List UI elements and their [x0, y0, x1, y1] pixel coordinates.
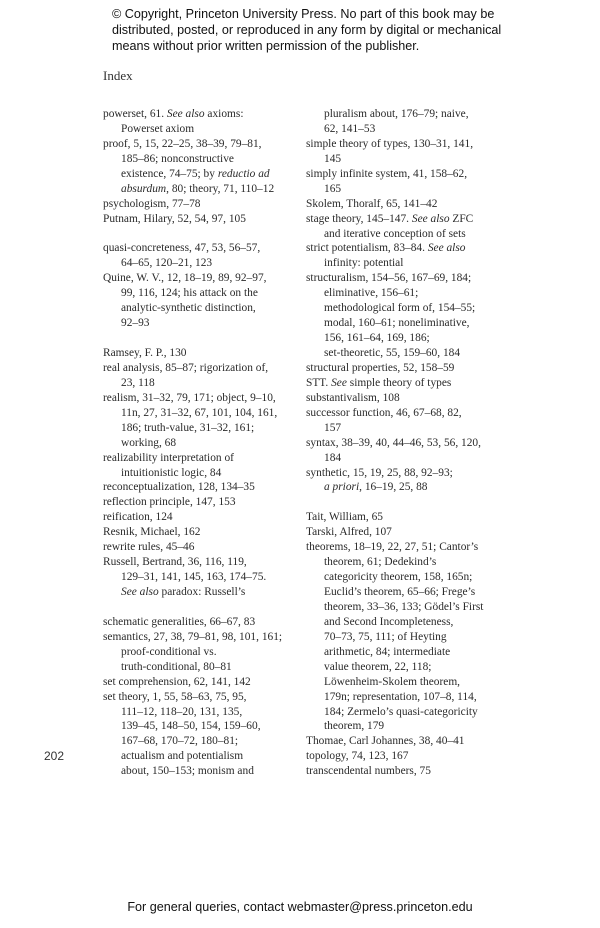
- entry-text: value theorem, 22, 118;: [324, 660, 432, 673]
- italic-text: See also: [427, 242, 466, 255]
- entry-text: Quine, W. V., 12, 18–19, 89, 92–97,: [103, 272, 267, 285]
- entry-text: simple theory of types: [346, 376, 452, 389]
- index-entry-continuation-line: [103, 421, 303, 436]
- index-entry-heading-line: [103, 675, 303, 690]
- index-entry-continuation-line: [103, 122, 303, 137]
- index-entry: [306, 107, 506, 137]
- entry-text: axioms:: [204, 108, 244, 120]
- index-entry-continuation-line: [103, 167, 303, 182]
- index-entry-heading-line: [103, 107, 303, 122]
- index-entry-heading-line: [306, 466, 506, 481]
- copyright-line: © Copyright, Princeton University Press. No part of this book may be: [112, 7, 495, 21]
- index-entry-continuation-line: [306, 660, 506, 675]
- index-entry: [306, 376, 506, 391]
- index-entry-heading-line: [306, 271, 506, 286]
- entry-text: methodological form of, 154–55;: [324, 302, 476, 315]
- index-entry-continuation-line: [306, 286, 506, 301]
- index-entry-heading-line: [306, 540, 506, 555]
- index-entry-continuation-line: [103, 764, 303, 779]
- index-entry-heading-line: [306, 764, 506, 779]
- index-entry-heading-line: [103, 241, 303, 256]
- entry-text: reflection principle, 147, 153: [103, 496, 236, 509]
- index-entry: [103, 197, 303, 212]
- index-entry-continuation-line: [306, 705, 506, 720]
- entry-text: arithmetic, 84; intermediate: [324, 645, 451, 658]
- entry-text: psychologism, 77–78: [103, 197, 201, 210]
- entry-text: powerset, 61.: [103, 108, 167, 120]
- entry-text: theorems, 18–19, 22, 27, 51; Cantor’s: [306, 541, 479, 554]
- index-entry: [306, 436, 506, 466]
- index-entry-continuation-line: [103, 734, 303, 749]
- page-number: 202: [44, 749, 65, 763]
- italic-text: reductio ad: [217, 167, 270, 180]
- entry-text: Thomae, Carl Johannes, 38, 40–41: [306, 735, 465, 748]
- letter-group-gap: [103, 331, 303, 346]
- index-entry-heading-line: [103, 361, 303, 376]
- copyright-notice: [112, 6, 512, 54]
- index-entry: [103, 212, 303, 227]
- entry-text: realizability interpretation of: [103, 451, 234, 464]
- index-entry-continuation-line: [306, 301, 506, 316]
- index-entry: [306, 197, 506, 212]
- index-entry-heading-line: [306, 376, 506, 391]
- index-entry-continuation-line: [103, 705, 303, 720]
- letter-group-gap: [103, 227, 303, 242]
- entry-text: 70–73, 75, 111; of Heyting: [324, 630, 447, 643]
- index-entry-heading-line: [103, 690, 303, 705]
- entry-text: reification, 124: [103, 511, 173, 524]
- index-entry-continuation-line: [103, 256, 303, 271]
- index-entry: [103, 241, 303, 271]
- entry-text: existence, 74–75; by: [121, 167, 218, 180]
- index-entry-continuation-line: [306, 719, 506, 734]
- entry-text: Löwenheim-Skolem theorem,: [324, 675, 461, 688]
- entry-text: Powerset axiom: [121, 122, 195, 135]
- index-entry-continuation-line: [306, 555, 506, 570]
- index-entry-heading-line: [103, 615, 303, 630]
- entry-text: set comprehension, 62, 141, 142: [103, 675, 251, 688]
- index-entry-continuation-line: [306, 421, 506, 436]
- index-entry-heading-line: [306, 212, 506, 227]
- entry-text: Russell, Bertrand, 36, 116, 119,: [103, 556, 247, 569]
- entry-text: 184; Zermelo’s quasi-categoricity: [324, 705, 478, 718]
- index-entry: [103, 346, 303, 361]
- index-entry-heading-line: [103, 391, 303, 406]
- index-entry-continuation-line: [103, 570, 303, 585]
- index-entry-heading-line: [306, 391, 506, 406]
- index-entry-continuation-line: [306, 152, 506, 167]
- entry-text: STT.: [306, 376, 332, 389]
- index-entry-continuation-line: [306, 645, 506, 660]
- entry-text: quasi-concreteness, 47, 53, 56–57,: [103, 242, 261, 255]
- index-entry-heading-line: [103, 525, 303, 540]
- entry-text: , 80; theory, 71, 110–12: [166, 182, 275, 195]
- entry-text: simple theory of types, 130–31, 141,: [306, 137, 474, 150]
- index-entry-continuation-line: [103, 585, 303, 600]
- index-entry: [103, 555, 303, 600]
- index-entry: [103, 361, 303, 391]
- index-entry-heading-line: [103, 212, 303, 227]
- index-entry: [103, 540, 303, 555]
- italic-text: absurdum: [121, 182, 167, 195]
- index-entry: [306, 271, 506, 361]
- entry-text: simply infinite system, 41, 158–62,: [306, 167, 468, 180]
- entry-text: successor function, 46, 67–68, 82,: [306, 406, 462, 419]
- index-entry-continuation-line: [103, 152, 303, 167]
- entry-text: theorem, 33–36, 133; Gödel’s First: [324, 600, 484, 613]
- index-entry: [306, 540, 506, 734]
- entry-text: substantivalism, 108: [306, 391, 400, 404]
- index-entry: [306, 137, 506, 167]
- entry-text: 11n, 27, 31–32, 67, 101, 104, 161,: [121, 406, 278, 419]
- letter-group-gap: [103, 600, 303, 615]
- italic-text: See also: [121, 586, 159, 598]
- index-entry-continuation-line: [306, 316, 506, 331]
- italic-text: a priori: [324, 481, 360, 494]
- copyright-line: distributed, posted, or reproduced in any form by digital or mechanical: [112, 23, 502, 37]
- index-entry: [306, 406, 506, 436]
- entry-text: 156, 161–64, 169, 186;: [324, 332, 430, 345]
- entry-text: structuralism, 154–56, 167–69, 184;: [306, 272, 472, 285]
- index-entry: [103, 630, 303, 675]
- index-entry-continuation-line: [103, 182, 303, 197]
- index-entry-heading-line: [306, 167, 506, 182]
- index-entry-heading-line: [103, 197, 303, 212]
- entry-text: 111–12, 118–20, 131, 135,: [121, 705, 243, 718]
- index-entry-continuation-line: [306, 690, 506, 705]
- index-entry: [103, 107, 303, 137]
- index-entry-continuation-line: [306, 182, 506, 197]
- index-entry-continuation-line: [103, 719, 303, 734]
- entry-text: strict potentialism, 83–84.: [306, 242, 428, 255]
- index-entry-continuation-line: [103, 645, 303, 660]
- index-entry-heading-line: [103, 451, 303, 466]
- index-entry-continuation-line: [103, 406, 303, 421]
- entry-text: 165: [324, 182, 342, 195]
- index-entry-continuation-line: [306, 600, 506, 615]
- index-entry-continuation-line: [103, 749, 303, 764]
- entry-text: and iterative conception of sets: [324, 227, 466, 240]
- italic-text: See also: [166, 108, 205, 120]
- entry-text: 179n; representation, 107–8, 114,: [324, 690, 477, 703]
- letter-group-gap: [306, 495, 506, 510]
- index-entry: [306, 391, 506, 406]
- entry-text: 139–45, 148–50, 154, 159–60,: [121, 720, 261, 733]
- index-entry: [103, 690, 303, 780]
- index-entry: [306, 734, 506, 749]
- index-entry-continuation-line: [306, 256, 506, 271]
- entry-text: topology, 74, 123, 167: [306, 750, 409, 763]
- index-entry-continuation-line: [103, 376, 303, 391]
- index-entry-continuation-line: [306, 675, 506, 690]
- index-entry-heading-line: [306, 734, 506, 749]
- index-entry-continuation-line: [306, 585, 506, 600]
- entry-text: truth-conditional, 80–81: [121, 660, 232, 673]
- entry-text: schematic generalities, 66–67, 83: [103, 615, 256, 628]
- index-entry: [103, 675, 303, 690]
- entry-text: syntax, 38–39, 40, 44–46, 53, 56, 120,: [306, 436, 481, 449]
- entry-text: 167–68, 170–72, 180–81;: [121, 735, 239, 748]
- entry-text: 157: [324, 421, 342, 434]
- index-entry-heading-line: [306, 406, 506, 421]
- index-entry: [306, 241, 506, 271]
- index-entry: [306, 212, 506, 242]
- index-column-left: [103, 107, 303, 779]
- index-column-right: [306, 107, 506, 779]
- index-entry-continuation-line: [103, 466, 303, 481]
- index-entry-continuation-line: [103, 286, 303, 301]
- entry-text: working, 68: [121, 436, 177, 449]
- index-entry: [306, 466, 506, 496]
- index-entry-continuation-line: [306, 630, 506, 645]
- index-entry-heading-line: [306, 749, 506, 764]
- entry-text: infinity: potential: [324, 257, 404, 270]
- italic-text: See: [331, 376, 347, 389]
- index-entry: [103, 510, 303, 525]
- entry-text: transcendental numbers, 75: [306, 765, 431, 778]
- entry-text: categoricity theorem, 158, 165n;: [324, 571, 473, 584]
- footer-contact: For general queries, contact webmaster@press.princeton.edu: [127, 900, 473, 914]
- index-entry-heading-line: [103, 137, 303, 152]
- entry-text: 92–93: [121, 317, 150, 330]
- entry-text: proof-conditional vs.: [121, 645, 217, 658]
- entry-text: Ramsey, F. P., 130: [103, 347, 187, 359]
- entry-text: 62, 141–53: [324, 122, 376, 135]
- entry-text: 186; truth-value, 31–32, 161;: [121, 421, 255, 434]
- index-entry-heading-line: [306, 361, 506, 376]
- entry-text: intuitionistic logic, 84: [121, 466, 222, 479]
- index-entry: [306, 749, 506, 764]
- index-entry-heading-line: [306, 525, 506, 540]
- index-entry: [306, 361, 506, 376]
- entry-text: 129–31, 141, 145, 163, 174–75.: [121, 571, 267, 584]
- index-entry: [103, 451, 303, 481]
- entry-text: 99, 116, 124; his attack on the: [121, 287, 258, 300]
- index-entry: [306, 510, 506, 525]
- index-entry: [306, 525, 506, 540]
- entry-text: paradox: Russell’s: [158, 586, 246, 598]
- index-entry-heading-line: [103, 271, 303, 286]
- entry-text: pluralism about, 176–79; naive,: [324, 108, 469, 120]
- index-entry-heading-line: [306, 436, 506, 451]
- entry-text: 184: [324, 451, 342, 464]
- index-entry: [103, 525, 303, 540]
- entry-text: reconceptualization, 128, 134–35: [103, 481, 255, 494]
- entry-text: 185–86; nonconstructive: [121, 152, 234, 165]
- entry-text: and Second Incompleteness,: [324, 615, 454, 628]
- index-entry-heading-line: [103, 346, 303, 361]
- entry-text: ZFC: [449, 212, 474, 225]
- italic-text: See also: [411, 212, 450, 225]
- entry-text: real analysis, 85–87; rigorization of,: [103, 361, 269, 374]
- entry-text: structural properties, 52, 158–59: [306, 361, 455, 374]
- entry-text: stage theory, 145–147.: [306, 212, 412, 225]
- index-entry-heading-line: [103, 555, 303, 570]
- entry-text: modal, 160–61; noneliminative,: [324, 317, 470, 330]
- copyright-line: means without prior written permission of the publisher.: [112, 39, 420, 53]
- index-entry-continuation-line: [103, 436, 303, 451]
- entry-text: Tarski, Alfred, 107: [306, 526, 392, 539]
- entry-text: realism, 31–32, 79, 171; object, 9–10,: [103, 391, 276, 404]
- index-entry-continuation-line: [306, 227, 506, 242]
- index-entry-heading-line: [306, 241, 506, 256]
- index-entry-heading-line: [103, 510, 303, 525]
- index-entry: [103, 480, 303, 495]
- entry-text: synthetic, 15, 19, 25, 88, 92–93;: [306, 466, 453, 479]
- entry-text: 145: [324, 152, 342, 165]
- entry-text: theorem, 61; Dedekind’s: [324, 556, 437, 569]
- entry-text: actualism and potentialism: [121, 750, 244, 763]
- entry-text: , 16–19, 25, 88: [359, 481, 428, 494]
- index-entry-heading-line: [103, 540, 303, 555]
- index-entry-continuation-line: [306, 615, 506, 630]
- index-entry-continuation-line: [306, 480, 506, 495]
- index-entry-continuation-line: [306, 570, 506, 585]
- index-entry-continuation-line: [306, 451, 506, 466]
- entry-text: Resnik, Michael, 162: [103, 526, 201, 539]
- entry-text: analytic-synthetic distinction,: [121, 302, 256, 315]
- entry-text: set-theoretic, 55, 159–60, 184: [324, 347, 461, 359]
- index-entry-continuation-line: [306, 107, 506, 122]
- index-entry: [103, 495, 303, 510]
- index-entry-continuation-line: [103, 660, 303, 675]
- index-entry-continuation-line: [103, 301, 303, 316]
- entry-text: Skolem, Thoralf, 65, 141–42: [306, 197, 438, 210]
- entry-text: 23, 118: [121, 376, 155, 389]
- index-entry-heading-line: [306, 137, 506, 152]
- entry-text: Tait, William, 65: [306, 511, 383, 524]
- index-entry-heading-line: [103, 495, 303, 510]
- index-entry: [103, 137, 303, 197]
- index-entry-heading-line: [103, 630, 303, 645]
- entry-text: 64–65, 120–21, 123: [121, 257, 213, 270]
- entry-text: about, 150–153; monism and: [121, 765, 254, 778]
- index-entry: [306, 764, 506, 779]
- index-entry-heading-line: [103, 480, 303, 495]
- entry-text: rewrite rules, 45–46: [103, 541, 195, 554]
- index-entry: [103, 391, 303, 451]
- index-entry-continuation-line: [306, 346, 506, 361]
- entry-text: Euclid’s theorem, 65–66; Frege’s: [324, 586, 476, 598]
- index-entry: [103, 271, 303, 331]
- index-entry-continuation-line: [306, 331, 506, 346]
- entry-text: theorem, 179: [324, 720, 385, 733]
- index-entry: [103, 615, 303, 630]
- index-entry-continuation-line: [103, 316, 303, 331]
- index-entry-heading-line: [306, 197, 506, 212]
- entry-text: Putnam, Hilary, 52, 54, 97, 105: [103, 212, 246, 225]
- running-head: Index: [103, 68, 133, 83]
- entry-text: proof, 5, 15, 22–25, 38–39, 79–81,: [103, 137, 262, 150]
- entry-text: eliminative, 156–61;: [324, 287, 419, 300]
- entry-text: set theory, 1, 55, 58–63, 75, 95,: [103, 690, 247, 703]
- index-entry: [306, 167, 506, 197]
- index-entry-heading-line: [306, 510, 506, 525]
- index-entry-continuation-line: [306, 122, 506, 137]
- entry-text: semantics, 27, 38, 79–81, 98, 101, 161;: [103, 630, 283, 643]
